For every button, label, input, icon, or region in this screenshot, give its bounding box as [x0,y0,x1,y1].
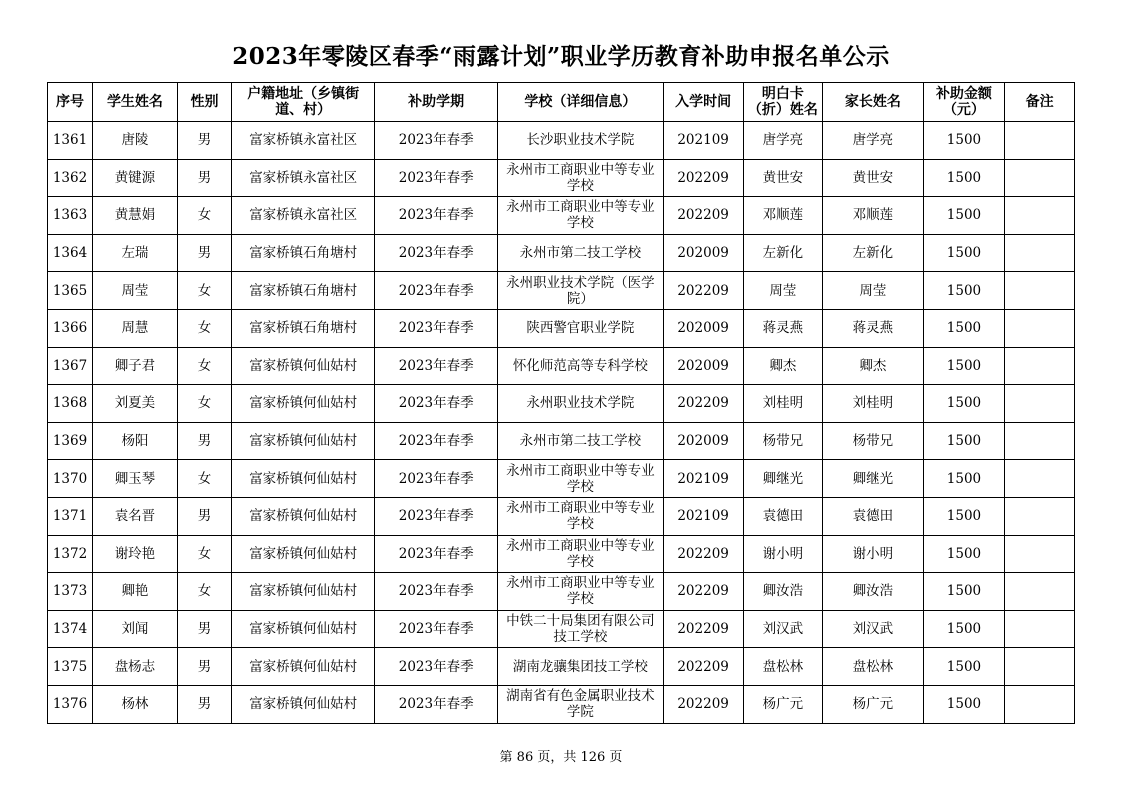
subsidy-roster-table [47,82,1075,724]
cell-parent: 唐学亮 [823,122,923,160]
table-row [48,309,1075,347]
cell-address: 富家桥镇何仙姑村 [232,535,375,573]
table-row [48,497,1075,535]
cell-enroll: 202209 [663,573,743,611]
cell-parent: 袁德田 [823,497,923,535]
cell-address: 富家桥镇永富社区 [232,159,375,197]
cell-card: 袁德田 [743,497,823,535]
cell-card: 黄世安 [743,159,823,197]
cell-no: 1373 [48,573,93,611]
table-body [48,122,1075,724]
page-footer: 第 86 页，共 126 页 [499,750,623,765]
cell-term: 2023年春季 [375,197,498,235]
cell-no: 1375 [48,648,93,686]
cell-remark [1005,159,1075,197]
cell-name: 袁名晋 [93,497,178,535]
table-row [48,460,1075,498]
table-row [48,422,1075,460]
cell-no: 1367 [48,347,93,385]
cell-term: 2023年春季 [375,122,498,160]
cell-gender: 女 [177,535,231,573]
cell-enroll: 202009 [663,347,743,385]
cell-school: 永州市工商职业中等专业学校 [498,535,664,573]
cell-enroll: 202209 [663,385,743,423]
cell-term: 2023年春季 [375,309,498,347]
cell-term: 2023年春季 [375,460,498,498]
cell-no: 1361 [48,122,93,160]
cell-name: 刘闻 [93,610,178,648]
cell-parent: 杨广元 [823,685,923,723]
cell-enroll: 202009 [663,422,743,460]
cell-parent: 左新化 [823,234,923,272]
cell-address: 富家桥镇何仙姑村 [232,573,375,611]
cell-amount: 1500 [923,422,1005,460]
header-enroll: 入学时间 [663,83,743,122]
header-no: 序号 [48,83,93,122]
cell-name: 刘夏美 [93,385,178,423]
cell-gender: 女 [177,197,231,235]
cell-name: 谢玲艳 [93,535,178,573]
cell-amount: 1500 [923,573,1005,611]
cell-card: 唐学亮 [743,122,823,160]
cell-gender: 男 [177,122,231,160]
cell-card: 谢小明 [743,535,823,573]
cell-address: 富家桥镇何仙姑村 [232,685,375,723]
header-name: 学生姓名 [93,83,178,122]
cell-card: 邓顺莲 [743,197,823,235]
cell-card: 杨带兄 [743,422,823,460]
header-parent: 家长姓名 [823,83,923,122]
cell-term: 2023年春季 [375,234,498,272]
cell-enroll: 202209 [663,685,743,723]
cell-gender: 男 [177,497,231,535]
cell-name: 左瑞 [93,234,178,272]
cell-parent: 杨带兄 [823,422,923,460]
cell-school: 湖南龙骧集团技工学校 [498,648,664,686]
header-remark: 备注 [1005,83,1075,122]
cell-name: 唐陵 [93,122,178,160]
cell-school: 怀化师范高等专科学校 [498,347,664,385]
cell-no: 1374 [48,610,93,648]
cell-parent: 蒋灵燕 [823,309,923,347]
cell-amount: 1500 [923,497,1005,535]
cell-name: 周莹 [93,272,178,310]
cell-remark [1005,685,1075,723]
cell-parent: 卿杰 [823,347,923,385]
cell-enroll: 202009 [663,309,743,347]
cell-term: 2023年春季 [375,347,498,385]
cell-address: 富家桥镇何仙姑村 [232,347,375,385]
cell-school: 永州市工商职业中等专业学校 [498,573,664,611]
header-address: 户籍地址（乡镇街道、村） [232,83,375,122]
cell-name: 杨林 [93,685,178,723]
cell-gender: 女 [177,347,231,385]
cell-gender: 男 [177,610,231,648]
cell-remark [1005,234,1075,272]
cell-school: 永州市工商职业中等专业学校 [498,197,664,235]
cell-name: 黄慧娟 [93,197,178,235]
cell-no: 1365 [48,272,93,310]
cell-gender: 男 [177,159,231,197]
cell-no: 1366 [48,309,93,347]
cell-term: 2023年春季 [375,573,498,611]
cell-term: 2023年春季 [375,159,498,197]
cell-enroll: 202109 [663,497,743,535]
cell-gender: 男 [177,685,231,723]
table-row [48,610,1075,648]
cell-school: 永州职业技术学院 [498,385,664,423]
cell-gender: 女 [177,385,231,423]
cell-amount: 1500 [923,309,1005,347]
cell-enroll: 202109 [663,122,743,160]
table-row [48,535,1075,573]
cell-card: 卿杰 [743,347,823,385]
cell-no: 1371 [48,497,93,535]
cell-enroll: 202209 [663,610,743,648]
cell-enroll: 202209 [663,159,743,197]
cell-gender: 女 [177,460,231,498]
cell-no: 1370 [48,460,93,498]
cell-parent: 盘松林 [823,648,923,686]
cell-remark [1005,272,1075,310]
cell-school: 中铁二十局集团有限公司技工学校 [498,610,664,648]
cell-enroll: 202209 [663,197,743,235]
cell-amount: 1500 [923,272,1005,310]
table-row [48,122,1075,160]
cell-card: 左新化 [743,234,823,272]
cell-remark [1005,197,1075,235]
cell-enroll: 202209 [663,535,743,573]
cell-card: 盘松林 [743,648,823,686]
cell-term: 2023年春季 [375,535,498,573]
cell-amount: 1500 [923,347,1005,385]
header-card: 明白卡（折）姓名 [743,83,823,122]
cell-parent: 卿继光 [823,460,923,498]
table-row [48,385,1075,423]
cell-remark [1005,497,1075,535]
cell-term: 2023年春季 [375,422,498,460]
cell-remark [1005,610,1075,648]
cell-no: 1369 [48,422,93,460]
cell-amount: 1500 [923,385,1005,423]
cell-school: 永州市工商职业中等专业学校 [498,460,664,498]
cell-parent: 邓顺莲 [823,197,923,235]
table-row [48,573,1075,611]
table-row [48,347,1075,385]
cell-enroll: 202209 [663,648,743,686]
cell-remark [1005,422,1075,460]
cell-remark [1005,648,1075,686]
cell-school: 永州市第二技工学校 [498,234,664,272]
cell-name: 杨阳 [93,422,178,460]
table-row [48,272,1075,310]
cell-parent: 刘汉武 [823,610,923,648]
cell-term: 2023年春季 [375,272,498,310]
cell-amount: 1500 [923,159,1005,197]
cell-address: 富家桥镇何仙姑村 [232,422,375,460]
cell-name: 黄键源 [93,159,178,197]
cell-address: 富家桥镇永富社区 [232,197,375,235]
cell-remark [1005,385,1075,423]
cell-address: 富家桥镇何仙姑村 [232,610,375,648]
cell-address: 富家桥镇石角塘村 [232,272,375,310]
cell-address: 富家桥镇何仙姑村 [232,497,375,535]
table-row [48,159,1075,197]
cell-amount: 1500 [923,685,1005,723]
header-school: 学校（详细信息） [498,83,664,122]
cell-remark [1005,535,1075,573]
cell-parent: 周莹 [823,272,923,310]
cell-school: 长沙职业技术学院 [498,122,664,160]
cell-card: 刘汉武 [743,610,823,648]
cell-term: 2023年春季 [375,610,498,648]
cell-amount: 1500 [923,122,1005,160]
cell-amount: 1500 [923,648,1005,686]
header-amount: 补助金额（元） [923,83,1005,122]
cell-enroll: 202209 [663,272,743,310]
cell-card: 杨广元 [743,685,823,723]
cell-remark [1005,573,1075,611]
cell-card: 卿汝浩 [743,573,823,611]
cell-address: 富家桥镇何仙姑村 [232,385,375,423]
table-row [48,234,1075,272]
cell-gender: 男 [177,234,231,272]
cell-term: 2023年春季 [375,648,498,686]
cell-gender: 女 [177,272,231,310]
cell-enroll: 202109 [663,460,743,498]
cell-name: 卿子君 [93,347,178,385]
cell-gender: 男 [177,648,231,686]
cell-remark [1005,309,1075,347]
cell-school: 陕西警官职业学院 [498,309,664,347]
header-gender: 性别 [177,83,231,122]
cell-address: 富家桥镇何仙姑村 [232,460,375,498]
cell-school: 永州职业技术学院（医学院） [498,272,664,310]
cell-address: 富家桥镇何仙姑村 [232,648,375,686]
cell-no: 1364 [48,234,93,272]
cell-term: 2023年春季 [375,385,498,423]
cell-name: 周慧 [93,309,178,347]
table-row [48,648,1075,686]
cell-card: 刘桂明 [743,385,823,423]
cell-amount: 1500 [923,610,1005,648]
cell-remark [1005,122,1075,160]
cell-remark [1005,347,1075,385]
cell-address: 富家桥镇永富社区 [232,122,375,160]
cell-card: 卿继光 [743,460,823,498]
table-row [48,197,1075,235]
cell-school: 永州市第二技工学校 [498,422,664,460]
cell-card: 周莹 [743,272,823,310]
cell-gender: 女 [177,573,231,611]
cell-amount: 1500 [923,535,1005,573]
cell-parent: 刘桂明 [823,385,923,423]
cell-school: 湖南省有色金属职业技术学院 [498,685,664,723]
cell-gender: 男 [177,422,231,460]
cell-enroll: 202009 [663,234,743,272]
header-term: 补助学期 [375,83,498,122]
cell-term: 2023年春季 [375,497,498,535]
cell-parent: 卿汝浩 [823,573,923,611]
cell-school: 永州市工商职业中等专业学校 [498,497,664,535]
cell-no: 1363 [48,197,93,235]
cell-name: 卿玉琴 [93,460,178,498]
cell-gender: 女 [177,309,231,347]
cell-name: 卿艳 [93,573,178,611]
cell-parent: 谢小明 [823,535,923,573]
cell-address: 富家桥镇石角塘村 [232,234,375,272]
cell-no: 1372 [48,535,93,573]
cell-name: 盘杨志 [93,648,178,686]
cell-address: 富家桥镇石角塘村 [232,309,375,347]
page-title: 2023年零陵区春季“雨露计划”职业学历教育补助申报名单公示 [232,43,890,70]
cell-remark [1005,460,1075,498]
cell-term: 2023年春季 [375,685,498,723]
cell-amount: 1500 [923,197,1005,235]
cell-no: 1362 [48,159,93,197]
table-header-row [48,83,1075,122]
cell-no: 1368 [48,385,93,423]
cell-school: 永州市工商职业中等专业学校 [498,159,664,197]
cell-parent: 黄世安 [823,159,923,197]
cell-amount: 1500 [923,460,1005,498]
cell-amount: 1500 [923,234,1005,272]
table-row [48,685,1075,723]
cell-no: 1376 [48,685,93,723]
cell-card: 蒋灵燕 [743,309,823,347]
